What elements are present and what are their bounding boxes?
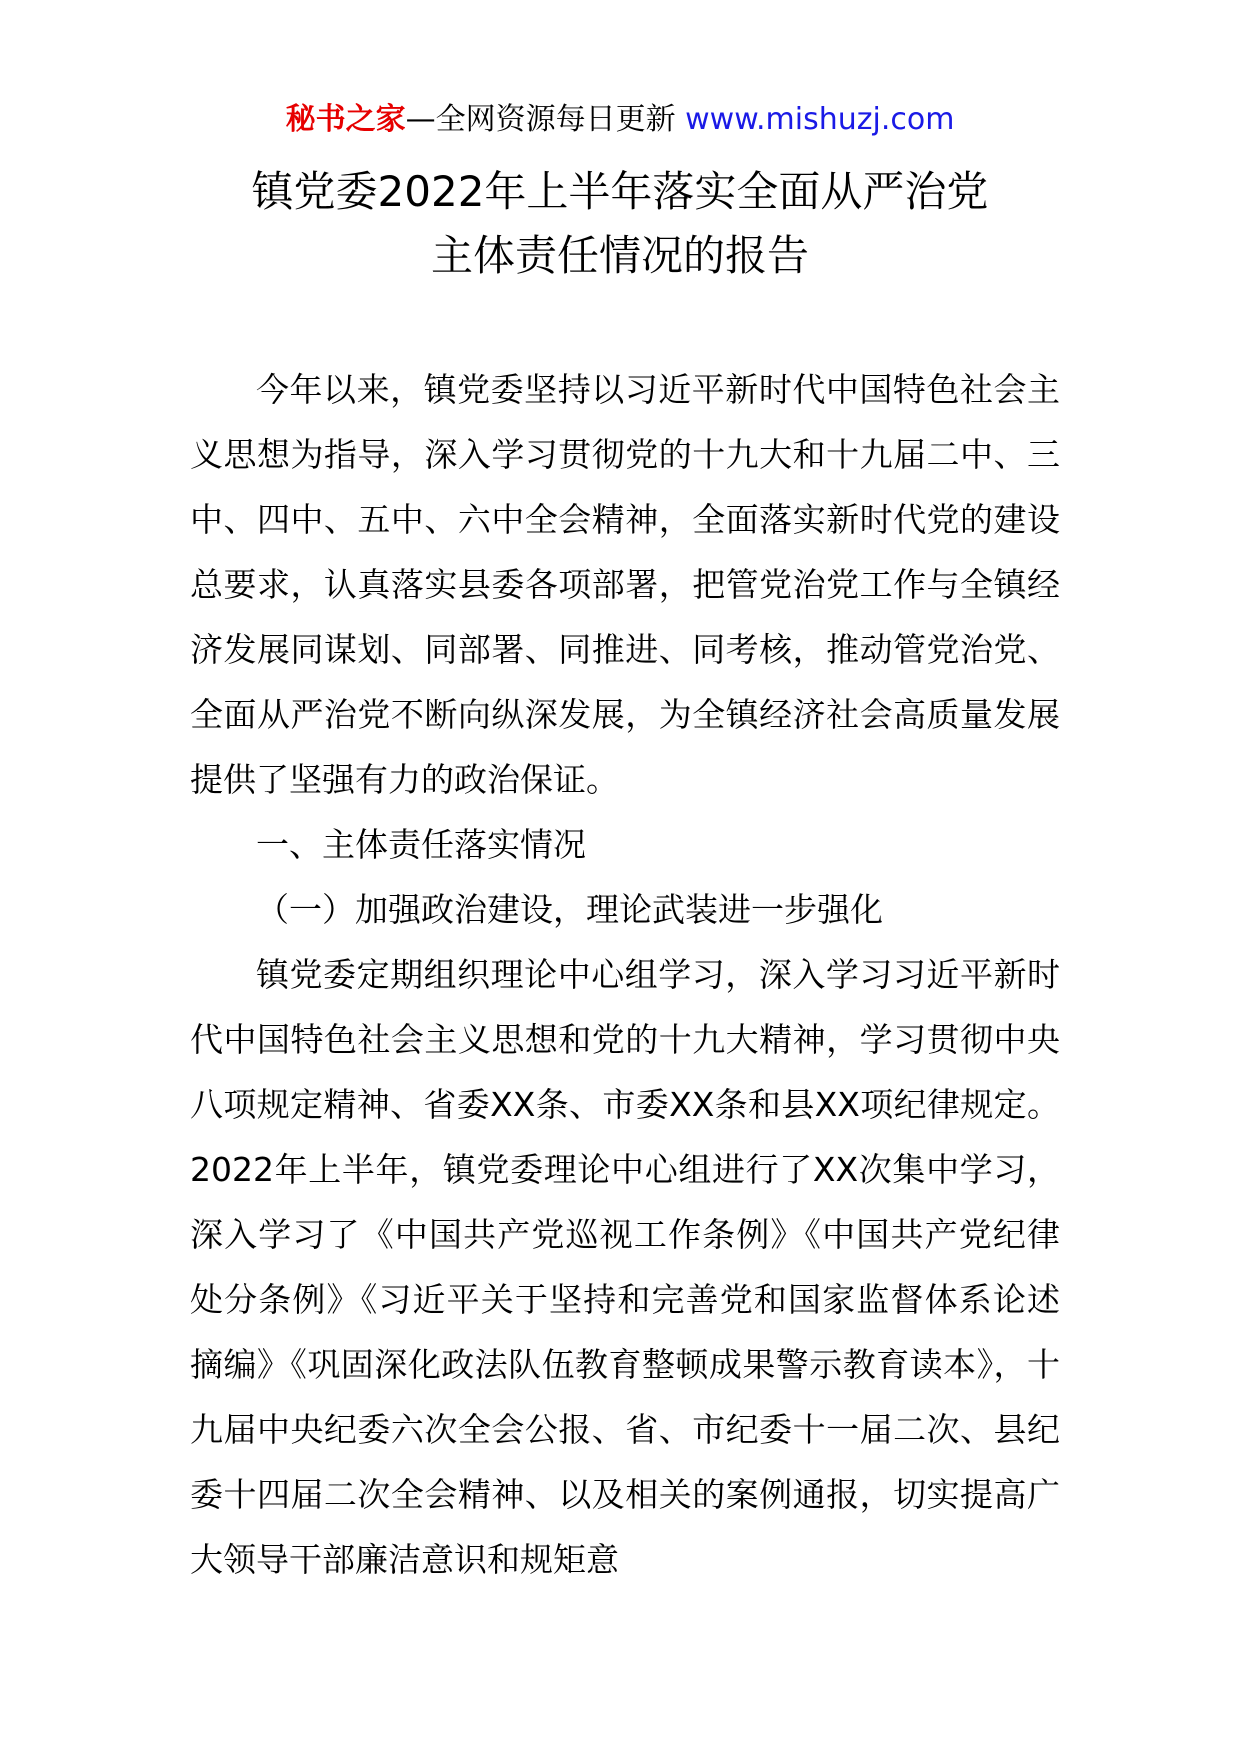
body-paragraph: 镇党委定期组织理论中心组学习，深入学习习近平新时代中国特色社会主义思想和党的十九大精神，学习贯彻中央八项规定精神、省委XX条、市委XX条和县XX项纪律规定。2022年上半年，镇党委理论中心组进行了XX次集中学习，深入学习了《中国共产党巡视工作条例》《中国共产党纪律处分条例》《习近平关于坚持和完善党和国家监督体系论述摘编》《巩固深化政法队伍教育整顿成果警示教育读本》，十九届中央纪委六次全会公报、省、市纪委十一届二次、县纪委十四届二次全会精神、以及相关的案例通报，切实提高广大领导干部廉洁意识和规矩意 [190, 955, 1060, 1579]
section-heading: 一、主体责任落实情况 [256, 825, 586, 864]
subsection-heading: （一）加强政治建设，理论武装进一步强化 [256, 890, 883, 929]
site-url-link[interactable]: www.mishuzj.com [685, 102, 955, 137]
site-header [0, 100, 1240, 140]
title-line-2: 主体责任情况的报告 [430, 231, 809, 280]
site-name: 秘书之家 [285, 102, 406, 137]
document-body [190, 357, 1060, 1592]
title-line-1: 镇党委2022年上半年落实全面从严治党 [251, 167, 989, 216]
site-tagline: —全网资源每日更新 [405, 102, 676, 137]
document-title [0, 160, 1240, 288]
intro-paragraph: 今年以来，镇党委坚持以习近平新时代中国特色社会主义思想为指导，深入学习贯彻党的十九大和十九届二中、三中、四中、五中、六中全会精神，全面落实新时代党的建设总要求，认真落实县委各项部署，把管党治党工作与全镇经济发展同谋划、同部署、同推进、同考核，推动管党治党、全面从严治党不断向纵深发展，为全镇经济社会高质量发展提供了坚强有力的政治保证。 [190, 370, 1060, 799]
